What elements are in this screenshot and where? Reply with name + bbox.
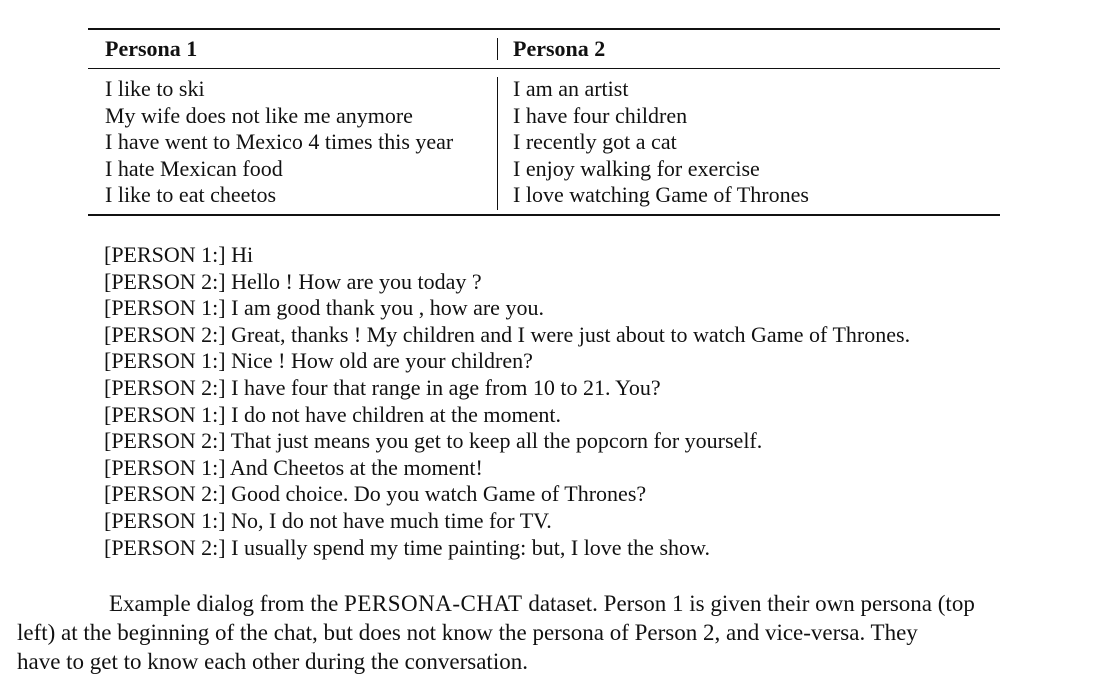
dialog-turn: [104, 295, 910, 322]
speaker-label: [PERSON 2:]: [104, 481, 226, 507]
persona-table: [88, 28, 1000, 218]
dialog-turn: [104, 402, 910, 429]
caption-line: [17, 589, 1077, 618]
caption-line-1-rest: dataset. Person 1 is given their own persona (top: [528, 591, 975, 616]
dialog-transcript: [104, 242, 910, 561]
speaker-label: [PERSON 2:]: [104, 321, 226, 347]
persona-1-trait: I have went to Mexico 4 times this year: [105, 129, 454, 154]
dataset-name: PERSONA-CHAT: [344, 591, 523, 616]
utterance: Hi: [231, 242, 254, 267]
speaker-label: [PERSON 2:]: [104, 534, 226, 560]
table-top-rule: [88, 28, 1000, 30]
persona-1-header: Persona 1: [105, 36, 198, 61]
dialog-turn: [104, 481, 910, 508]
persona-1-trait: I hate Mexican food: [105, 155, 283, 181]
speaker-label: [PERSON 2:]: [104, 428, 226, 454]
utterance: And Cheetos at the moment!: [229, 454, 483, 480]
utterance: I do not have children at the moment.: [231, 401, 562, 427]
utterance: I usually spend my time painting: but, I love the show.: [231, 534, 710, 560]
dialog-turn: [104, 508, 910, 535]
persona-2-traits: [513, 76, 809, 209]
speaker-label: [PERSON 1:]: [104, 348, 226, 374]
speaker-label: [PERSON 1:]: [104, 295, 226, 321]
dialog-turn: [104, 242, 910, 269]
utterance: Hello ! How are you today ?: [231, 268, 482, 294]
dialog-turn: [104, 455, 910, 482]
column-divider: [497, 77, 498, 210]
speaker-label: [PERSON 1:]: [104, 454, 226, 480]
utterance: Great, thanks ! My children and I were just about to watch Game of Thrones.: [231, 321, 911, 347]
table-header-rule: [88, 68, 1000, 69]
speaker-label: [PERSON 2:]: [104, 374, 226, 400]
utterance: No, I do not have much time for TV.: [231, 507, 552, 533]
speaker-label: [PERSON 2:]: [104, 268, 226, 294]
caption-intro: Example dialog from the: [109, 591, 339, 616]
utterance: I am good thank you , how are you.: [231, 295, 544, 321]
persona-1-trait: My wife does not like me anymore: [105, 102, 413, 128]
column-divider: [497, 38, 498, 60]
utterance: That just means you get to keep all the popcorn for yourself.: [230, 428, 763, 454]
persona-2-trait: I recently got a cat: [513, 129, 677, 154]
speaker-label: [PERSON 1:]: [104, 401, 226, 427]
dialog-turn: [104, 375, 910, 402]
persona-1-trait: I like to ski: [105, 76, 205, 101]
dialog-turn: [104, 428, 910, 455]
caption-line: left) at the beginning of the chat, but does not know the persona of Person 2, and vice-versa. They: [17, 620, 918, 645]
dialog-turn: [104, 535, 910, 562]
caption-line: have to get to know each other during the conversation.: [17, 649, 528, 674]
table-bottom-rule: [88, 214, 1000, 216]
persona-2-trait: I am an artist: [513, 76, 629, 101]
utterance: Good choice. Do you watch Game of Thrones?: [231, 481, 647, 507]
figure-caption: [17, 589, 1077, 676]
persona-2-trait: I love watching Game of Thrones: [513, 182, 809, 207]
persona-1-traits: [105, 76, 453, 209]
persona-1-trait: I like to eat cheetos: [105, 182, 277, 207]
utterance: I have four that range in age from 10 to 21. You?: [231, 374, 661, 400]
speaker-label: [PERSON 1:]: [104, 507, 226, 533]
dialog-turn: [104, 269, 910, 296]
persona-2-trait: I enjoy walking for exercise: [513, 155, 760, 181]
dialog-turn: [104, 322, 910, 349]
speaker-label: [PERSON 1:]: [104, 242, 226, 267]
persona-2-header: Persona 2: [513, 36, 606, 61]
persona-2-trait: I have four children: [513, 102, 688, 128]
dialog-turn: [104, 348, 910, 375]
utterance: Nice ! How old are your children?: [231, 348, 533, 374]
